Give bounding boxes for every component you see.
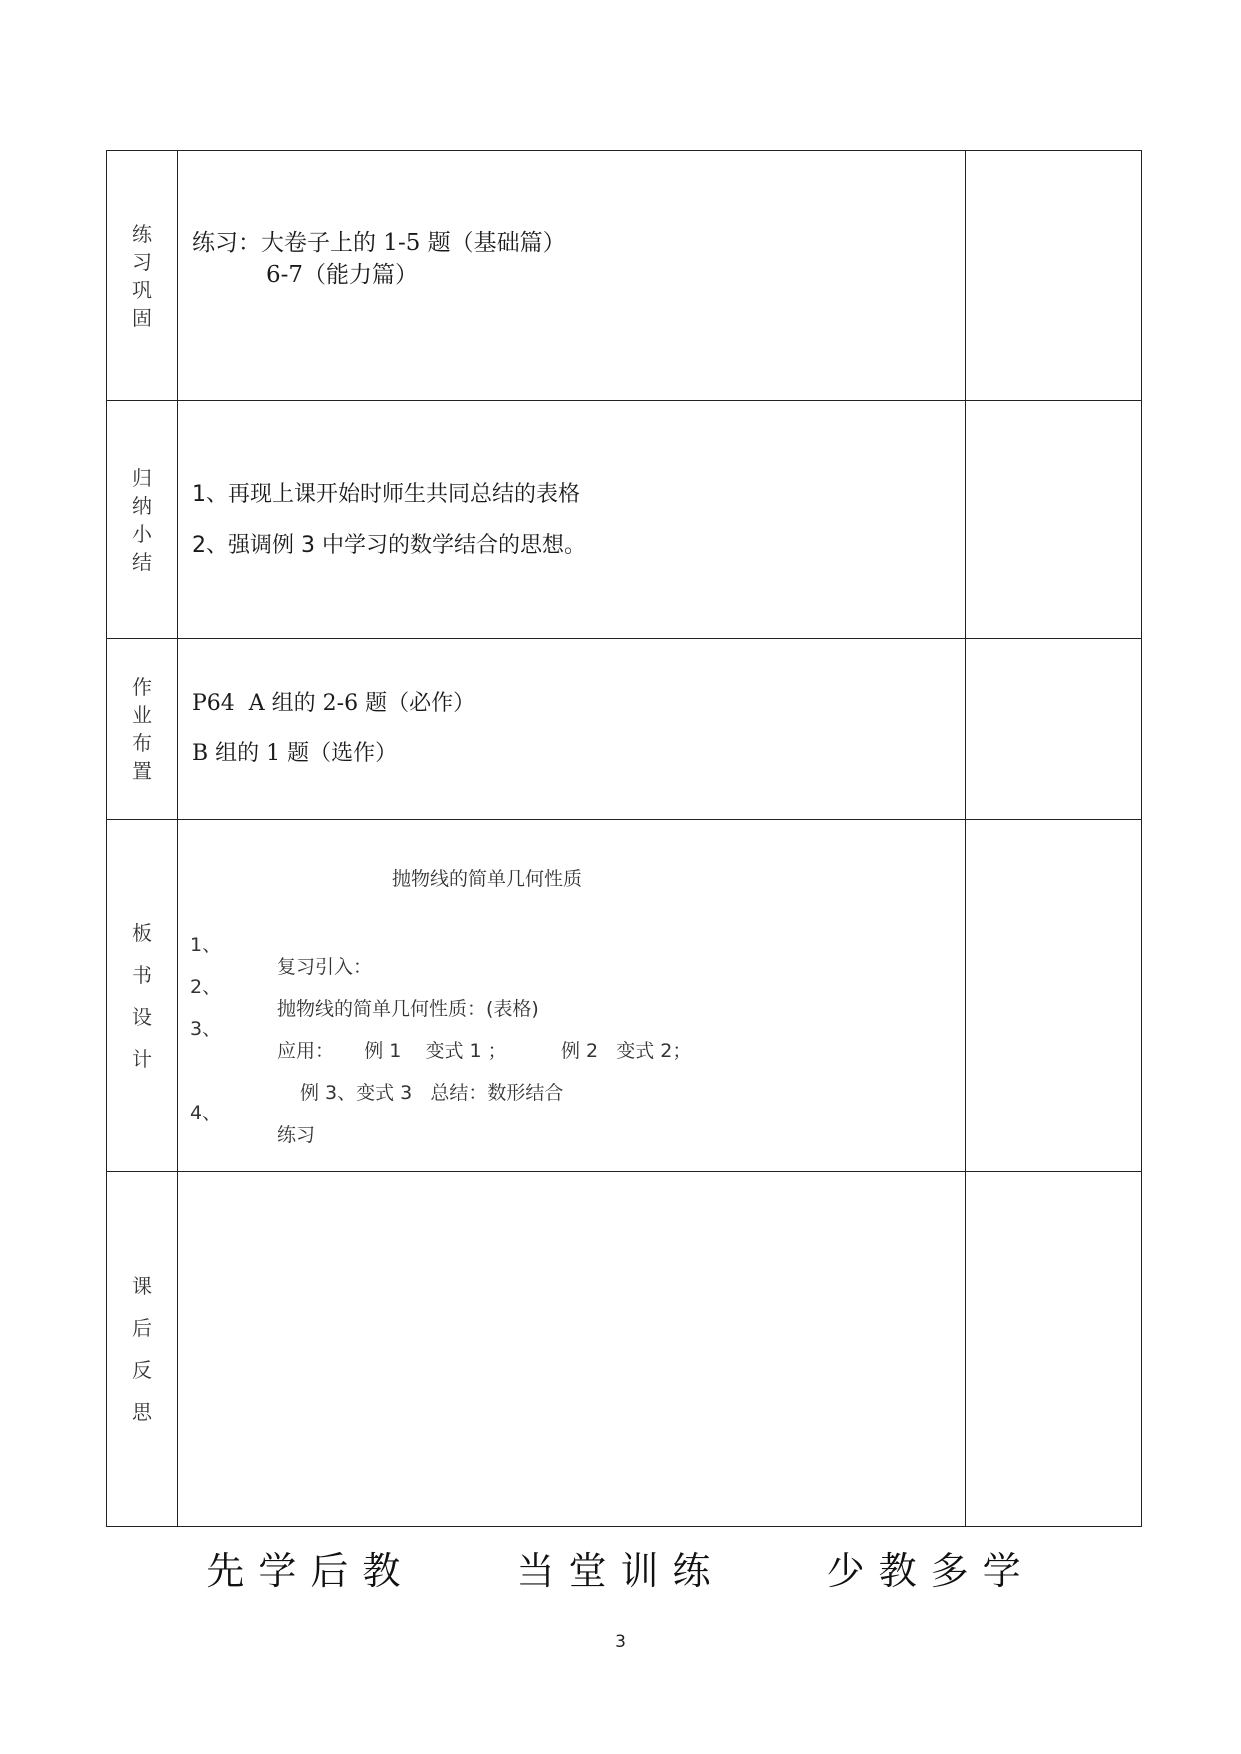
table-row-summary: [107, 401, 1142, 639]
row-label-homework: 作 业 布 置: [107, 639, 178, 820]
reflection-note: [966, 1172, 1142, 1527]
homework-line-1: P64 A 组的 2-6 题（必作）: [192, 691, 476, 716]
practice-content: [178, 151, 966, 401]
summary-content: [178, 401, 966, 639]
row-label-practice: 练 习 巩 固: [107, 151, 178, 401]
lesson-plan-table: [106, 150, 1142, 1527]
reflection-content: [178, 1172, 966, 1527]
summary-line-2: 2、强调例 3 中学习的数学结合的思想。: [192, 532, 586, 558]
slogan-part-1: 先学后教: [206, 1549, 415, 1593]
board-item-3-cont: 例 3、变式 3 总结：数形结合: [300, 1082, 564, 1104]
summary-line-1: 1、再现上课开始时师生共同总结的表格: [192, 481, 580, 507]
row-label-summary: 归 纳 小 结: [107, 401, 178, 639]
board-content: [178, 820, 966, 1172]
summary-note: [966, 401, 1142, 639]
page-number: 3: [615, 1632, 626, 1652]
table-row-reflection: [107, 1172, 1142, 1527]
practice-line-2: 6-7（能力篇）: [266, 262, 419, 288]
table-row-practice: [107, 151, 1142, 401]
practice-line-1: 练习：大卷子上的 1-5 题（基础篇）: [192, 230, 566, 256]
slogan-part-2: 当堂训练: [516, 1549, 725, 1593]
homework-line-2: B 组的 1 题（选作）: [192, 741, 398, 766]
homework-note: [966, 639, 1142, 820]
board-item-1: 1、 复习引入：: [190, 934, 373, 978]
practice-note: [966, 151, 1142, 401]
table-row-board: [107, 820, 1142, 1172]
slogan: [0, 1540, 1241, 1595]
board-item-2: 2、 抛物线的简单几何性质：(表格): [190, 976, 539, 1020]
row-label-reflection: 课 后 反 思: [107, 1172, 178, 1527]
board-item-4: 4、 练习: [190, 1102, 316, 1146]
homework-content: [178, 639, 966, 820]
board-title: 抛物线的简单几何性质: [392, 868, 583, 890]
table-row-homework: [107, 639, 1142, 820]
slogan-part-3: 少教多学: [826, 1549, 1035, 1593]
row-label-board: 板 书 设 计: [107, 820, 178, 1172]
board-item-3: 3、 应用： 例 1 变式 1 ； 例 2 变式 2；: [190, 1018, 692, 1062]
board-note: [966, 820, 1142, 1172]
